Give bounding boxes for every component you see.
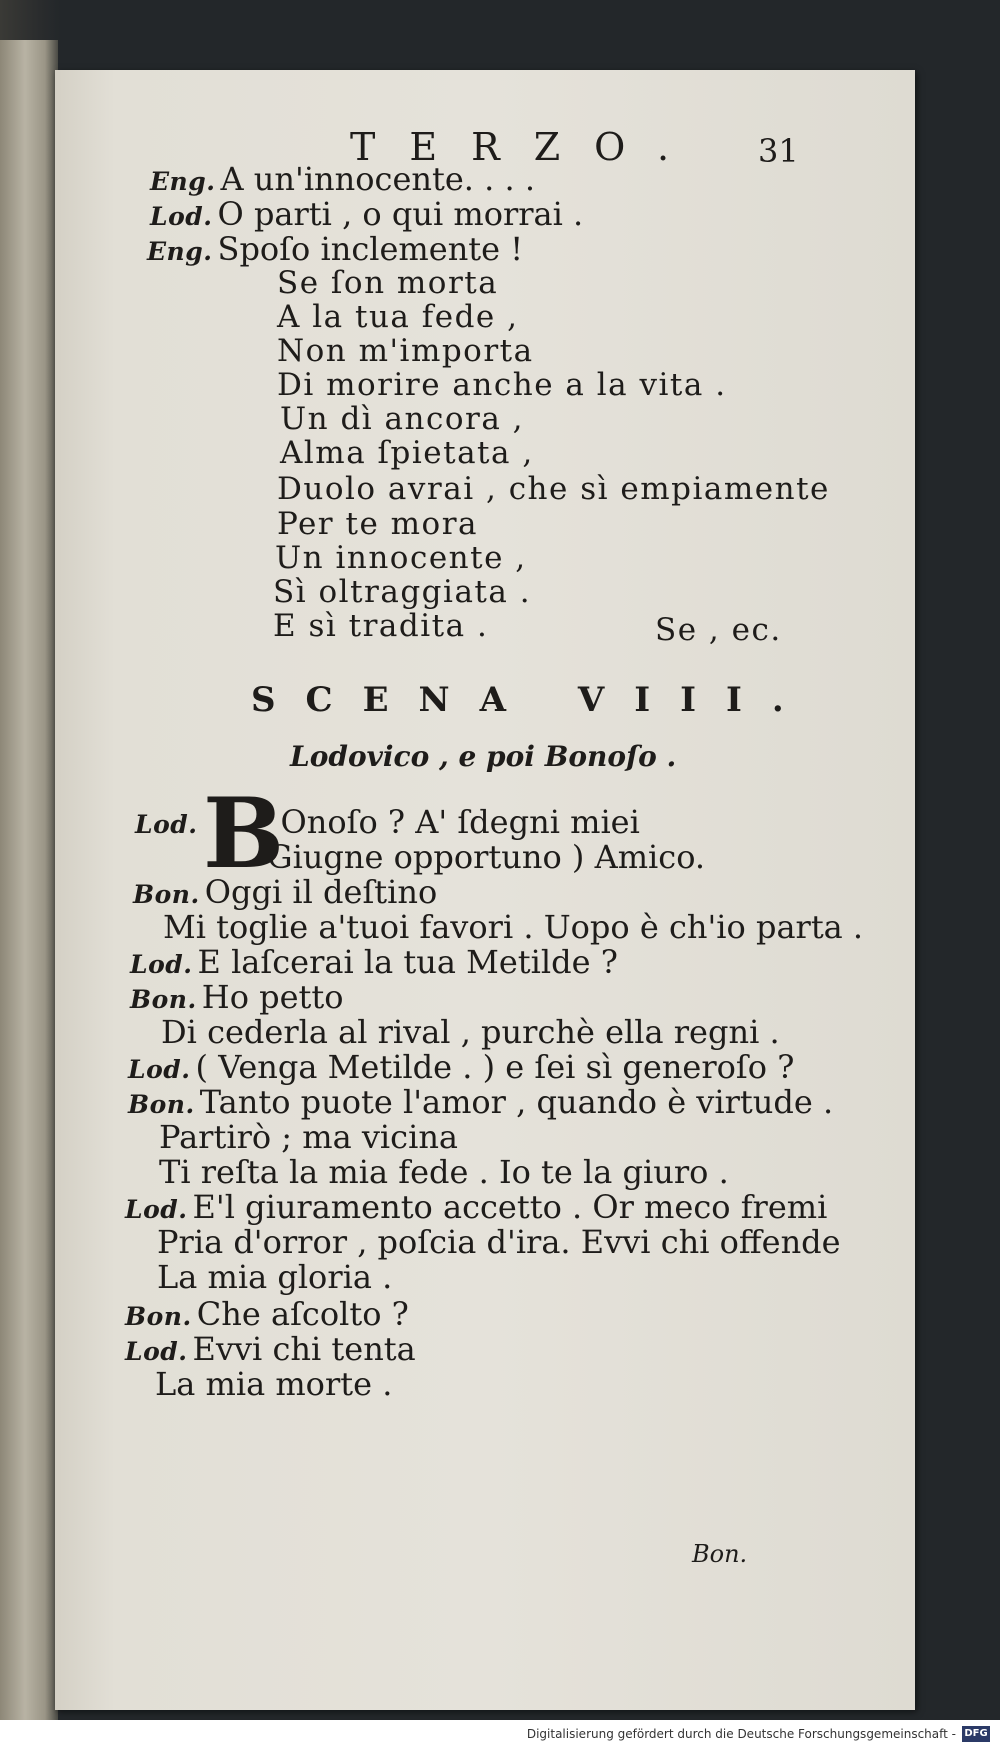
dialogue-line [147, 230, 523, 268]
speaker-label: Lod. [125, 1337, 188, 1366]
dialogue-line: Mi toglie a'tuoi favori . Uopo è ch'io parta . [163, 908, 864, 946]
speaker-label: Eng. [150, 167, 216, 196]
dialogue-line [125, 1188, 827, 1226]
drop-cap: B [203, 777, 285, 890]
speaker-label: Eng. [147, 237, 213, 266]
catchword: Bon. [692, 1540, 748, 1568]
footer-bar [0, 1720, 1000, 1749]
aria-line: Se ſon morta [277, 265, 499, 301]
dialogue-line: Ti reſta la mia fede . Io te la giuro . [159, 1153, 729, 1191]
dialogue-line: La mia morte . [155, 1365, 393, 1403]
aria-line: E sì tradita . [273, 608, 489, 644]
line-text: Tanto puote l'amor , quando è virtude . [199, 1083, 834, 1121]
speaker-label: Bon. [133, 880, 200, 909]
line-text: E laſcerai la tua Metilde ? [197, 943, 618, 981]
speaker-label: Lod. [128, 1055, 191, 1084]
aria-line: Duolo avrai , che sì empiamente [277, 471, 830, 507]
aria-line: Sì oltraggiata . [273, 574, 532, 610]
speaker-label: Lod. [150, 202, 213, 231]
page-number: 31 [758, 132, 799, 170]
dfg-logo: DFG [962, 1726, 990, 1742]
speaker-label: Bon. [130, 985, 197, 1014]
speaker-label: Bon. [125, 1302, 192, 1331]
line-text: Che aſcolto ? [196, 1295, 409, 1333]
speaker-label: Lod. [125, 1195, 188, 1224]
aria-line: A la tua fede , [277, 299, 519, 335]
running-title: TERZO. [350, 125, 704, 169]
speaker-label: Lod. [135, 810, 198, 839]
scene-characters: Lodovico , e poi Bonoſo . [290, 740, 677, 773]
aria-line: Un dì ancora , [280, 401, 525, 437]
aria-line: Non m'importa [277, 333, 534, 369]
dialogue-line [135, 803, 640, 841]
dialogue-line [128, 1083, 833, 1121]
scene-title: SCENA VIII. [251, 680, 814, 720]
aria-cue: Se , ec. [655, 612, 782, 648]
line-text: ( Venga Metilde . ) e ſei sì generoſo ? [195, 1048, 795, 1086]
line-text: Onoſo ? A' ſdegni miei [280, 803, 640, 841]
adjacent-page-edge [0, 40, 58, 1720]
line-text: A un'innocente. . . . [220, 160, 535, 198]
dialogue-line [128, 1048, 794, 1086]
aria-line: Di morire anche a la vita . [277, 367, 727, 403]
dialogue-line [150, 160, 535, 198]
dialogue-line [125, 1330, 416, 1368]
line-text: Spoſo inclemente ! [217, 230, 524, 268]
line-text: Oggi il deſtino [204, 873, 438, 911]
book-page [55, 70, 915, 1710]
dialogue-line: Partirò ; ma vicina [159, 1118, 458, 1156]
dialogue-line: Pria d'orror , poſcia d'ira. Evvi chi offende [157, 1223, 841, 1261]
dialogue-line: Di cederla al rival , purchè ella regni . [161, 1013, 780, 1051]
dialogue-line [125, 1295, 409, 1333]
dialogue-line [150, 195, 583, 233]
aria-line: Alma ſpietata , [280, 435, 534, 471]
line-text: E'l giuramento accetto . Or meco fremi [192, 1188, 828, 1226]
aria-line: Un innocente , [275, 540, 527, 576]
speaker-label: Bon. [128, 1090, 195, 1119]
line-text: O parti , o qui morrai . [217, 195, 584, 233]
line-text: Evvi chi tenta [192, 1330, 416, 1368]
funding-credit: Digitalisierung gefördert durch die Deutsche Forschungsgemeinschaft - [526, 1727, 956, 1741]
dialogue-line: Giugne opportuno ) Amico. [267, 838, 706, 876]
speaker-label: Lod. [130, 950, 193, 979]
aria-line: Per te mora [277, 506, 479, 542]
dialogue-line [130, 978, 344, 1016]
dialogue-line: La mia gloria . [157, 1258, 393, 1296]
dialogue-line [130, 943, 618, 981]
dialogue-line [133, 873, 437, 911]
line-text: Ho petto [201, 978, 344, 1016]
